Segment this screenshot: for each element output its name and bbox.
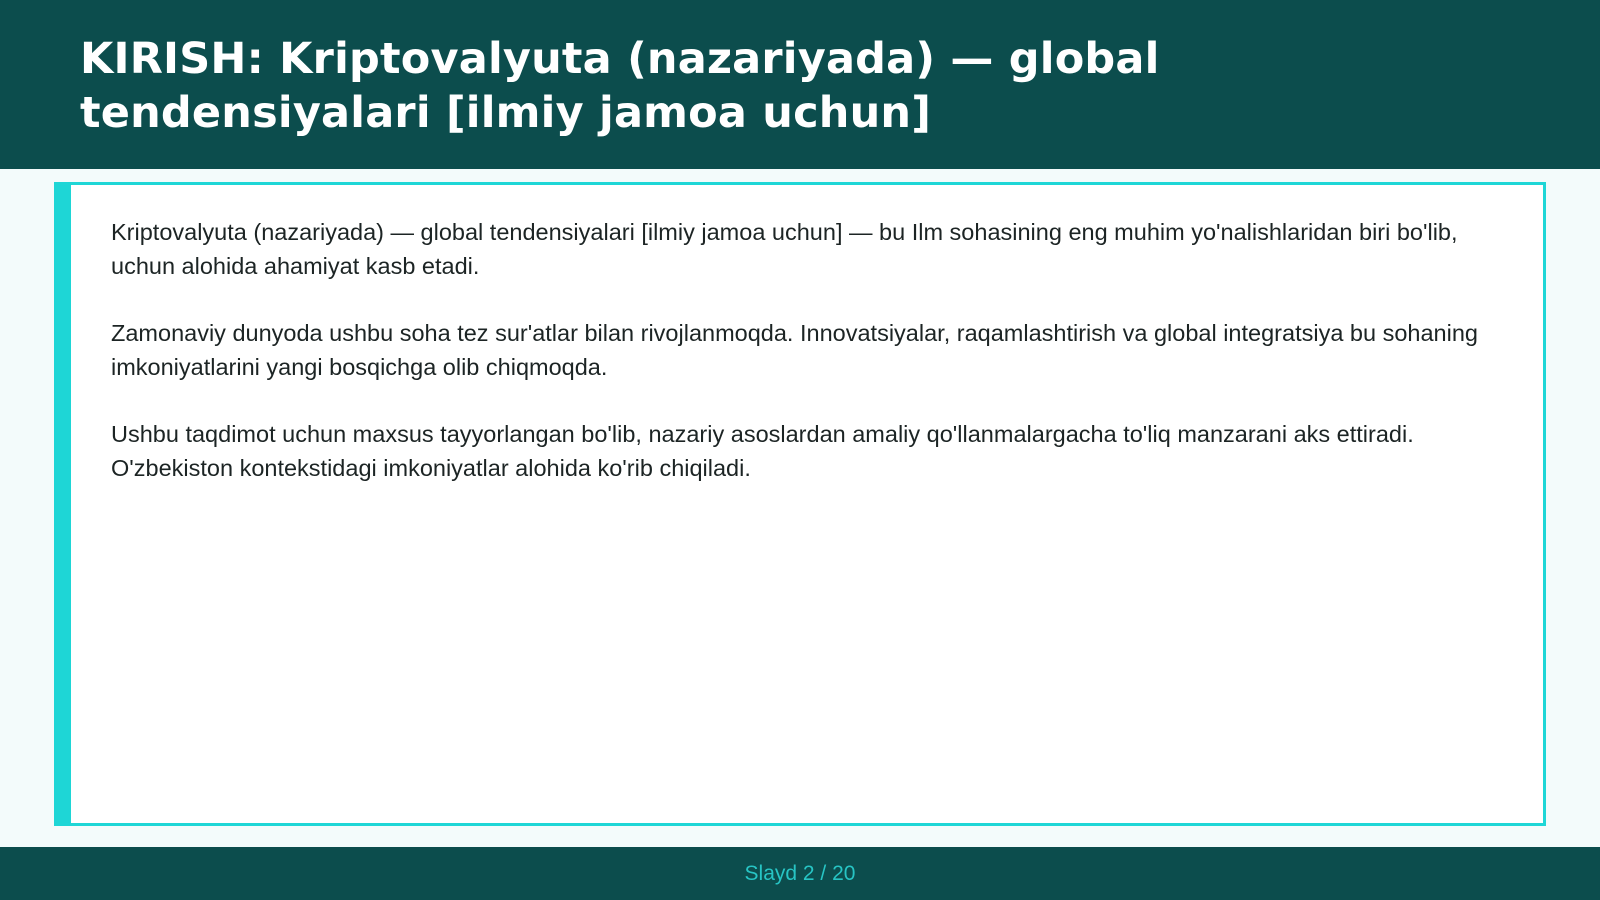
slide-header	[0, 0, 1600, 169]
slide-footer	[0, 847, 1600, 900]
slide-counter: Slayd 2 / 20	[744, 861, 856, 885]
content-card	[54, 182, 1546, 826]
slide-title: KIRISH: Kriptovalyuta (nazariyada) — global tendensiyalari [ilmiy jamoa uchun]	[80, 34, 1160, 138]
paragraph-intro: Kriptovalyuta (nazariyada) — global tendensiyalari [ilmiy jamoa uchun] — bu Ilm sohasining eng muhim yo'nalishlaridan biri bo'lib, uchun alohida ahamiyat kasb etadi.	[111, 219, 1458, 279]
paragraph-presentation-scope: Ushbu taqdimot uchun maxsus tayyorlangan bo'lib, nazariy asoslardan amaliy qo'llanmalargacha to'liq manzarani aks ettiradi. O'zbekiston kontekstidagi imkoniyatlar alohida ko'rib chiqiladi.	[111, 421, 1414, 481]
paragraph-modern-world: Zamonaviy dunyoda ushbu soha tez sur'atlar bilan rivojlanmoqda. Innovatsiyalar, raqamlashtirish va global integratsiya bu sohaning imkoniyatlarini yangi bosqichga olib chiqmoqda.	[111, 320, 1478, 380]
